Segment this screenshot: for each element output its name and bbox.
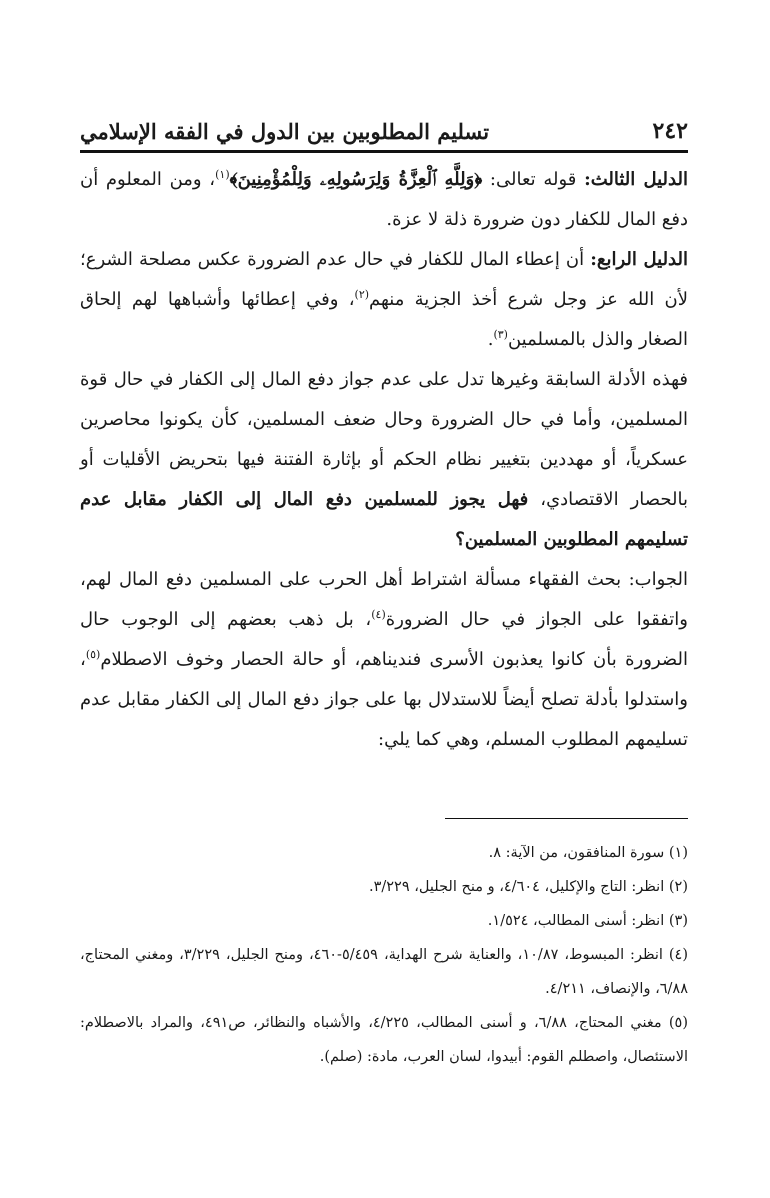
main-text (80, 160, 688, 760)
text-span: . (487, 329, 494, 350)
paragraph-answer (80, 560, 688, 760)
footnote-ref-3[interactable]: (٣) (493, 328, 508, 341)
paragraph-evidence-four (80, 240, 688, 360)
footnote-ref-4[interactable]: (٤) (371, 608, 386, 621)
footnote-ref-2[interactable]: (٢) (354, 288, 370, 301)
footnote (80, 904, 688, 938)
footnote-ref-5[interactable]: (٥) (85, 648, 101, 661)
running-title: تسليم المطلوبين بين الدول في الفقه الإسلامي (80, 118, 490, 144)
footnote-text: انظر: التاج والإكليل، ٤/٦٠٤، و منح الجليل، ٣/٢٢٩. (368, 879, 665, 895)
footnote-number: (٤) (668, 947, 689, 963)
footnote (80, 1006, 688, 1074)
question-bold: فهل يجوز للمسلمين دفع المال إلى الكفار مقابل عدم تسليمهم المطلوبين المسلمين؟ (80, 489, 688, 550)
text-span: الجواب: بحث الفقهاء مسألة اشتراط أهل الحرب على المسلمين دفع المال لهم، واتفقوا على الجواز في حال الضرورة (80, 569, 688, 630)
page-number: ٢٤٢ (652, 118, 688, 144)
text-span: ، ومن المعلوم أن دفع المال للكفار دون ضرورة ذلة لا عزة. (80, 169, 688, 230)
quran-verse: ﴿وَلِلَّهِ ٱلْعِزَّةُ وَلِرَسُولِهِۦ وَلِلْمُؤْمِنِينَ﴾ (229, 169, 483, 190)
text-span: فهذه الأدلة السابقة وغيرها تدل على عدم جواز دفع المال إلى الكفار في حال قوة المسلمين، وأما في حال الضرورة وحال ضعف المسلمين، كأن يكونوا محاصرين عسكرياً، أو مهددين بتغيير نظام الحكم أو بإثارة الفتنة فيها بتحريض الأقليات أو بالحصار الاقتصادي، (80, 369, 688, 510)
footnote-number: (٣) (668, 913, 688, 929)
text-span: ، بل ذهب بعضهم إلى الوجوب حال الضرورة بأن كانوا يعذبون الأسرى فنديناهم، أو حالة الحصار وخوف الاصطلام (80, 609, 688, 670)
footnote-text: انظر: المبسوط، ١٠/٨٧، والعناية شرح الهداية، ٥/٤٥٩-٤٦٠، ومنح الجليل، ٣/٢٢٩، ومغني المحتاج، ٦/٨٨، والإنصاف، ٤/٢١١. (80, 947, 688, 997)
evidence-three-label: الدليل الثالث: (584, 169, 688, 190)
footnote (80, 870, 688, 904)
footnote-number: (٢) (668, 879, 688, 895)
text-span: ، واستدلوا بأدلة تصلح أيضاً للاستدلال بها على جواز دفع المال إلى الكفار مقابل عدم تسليمهم المطلوب المسلم، وهي كما يلي: (80, 649, 688, 750)
header-divider (80, 150, 688, 153)
text-span: ، وفي إعطائها وأشباهها لهم إلحاق الصغار والذل بالمسلمين (80, 289, 688, 350)
footnote-text: انظر: أسنى المطالب، ١/٥٢٤. (487, 913, 665, 929)
footnote-divider (445, 818, 688, 819)
evidence-four-label: الدليل الرابع: (590, 249, 688, 270)
footnote-text: سورة المنافقون، من الآية: ٨. (488, 845, 665, 861)
footnote-text: مغني المحتاج، ٦/٨٨، و أسنى المطالب، ٤/٢٢٥، والأشباه والنظائر، ص٤٩١، والمراد بالاصطلام: الاستئصال، واصطلم القوم: أبيدوا، لسان العرب، مادة: (صلم). (80, 1015, 688, 1065)
footnote-number: (٥) (668, 1015, 688, 1031)
page-header (80, 114, 688, 148)
text-span: أن إعطاء المال للكفار في حال عدم الضرورة عكس مصلحة الشرع؛ لأن الله عز وجل شرع أخذ الجزية منهم (80, 249, 688, 310)
text-span: قوله تعالى: (489, 169, 577, 190)
paragraph-question (80, 360, 688, 560)
footnote (80, 938, 688, 1006)
footnote-number: (١) (668, 845, 688, 861)
footnote (80, 836, 688, 870)
paragraph-evidence-three (80, 160, 688, 240)
footnote-ref-1[interactable]: (١) (215, 168, 230, 181)
footnotes (80, 836, 688, 1074)
